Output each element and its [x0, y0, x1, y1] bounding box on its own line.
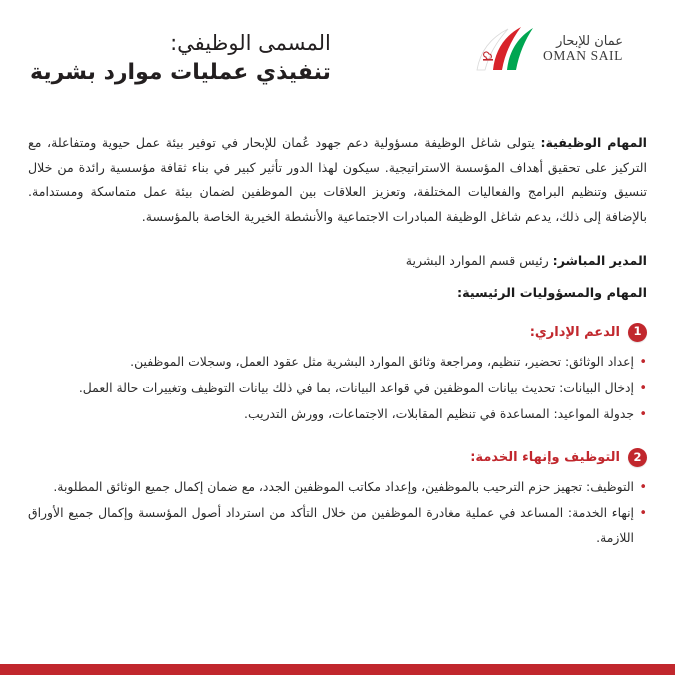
list-item: • إنهاء الخدمة: المساعد في عملية مغادرة الموظفين من خلال التأكد من استرداد أصول المؤسسة وإكمال جميع الأوراق اللازمة. [28, 501, 647, 549]
section-title: الدعم الإداري: [529, 324, 620, 340]
section-bullet-list [28, 350, 647, 427]
oman-sail-logo [475, 26, 645, 72]
logo-wordmark [543, 35, 623, 63]
job-title-label: المسمى الوظيفي: [170, 31, 331, 55]
list-item: • إدخال البيانات: تحديث بيانات الموظفين في قواعد البيانات، بما في ذلك بيانات التوظيف وتغييرات حالة العمل. [28, 376, 647, 400]
list-item: • جدولة المواعيد: المساعدة في تنظيم المقابلات، الاجتماعات، وورش التدريب. [28, 402, 647, 426]
job-purpose-paragraph [28, 131, 647, 229]
sail-logo-icon [475, 26, 537, 72]
logo-arabic-text: عمان للإبحار [556, 34, 623, 50]
section-number-badge: 2 [628, 448, 647, 467]
section-title: التوظيف وإنهاء الخدمة: [470, 450, 620, 466]
responsibilities-heading: المهام والمسؤوليات الرئيسية: [456, 285, 647, 301]
section-header [28, 448, 647, 467]
document-header [0, 0, 675, 87]
reporting-manager-value: رئيس قسم الموارد البشرية [405, 253, 553, 269]
job-title-value: تنفيذي عمليات موارد بشرية [30, 59, 331, 85]
list-item: • التوظيف: تجهيز حزم الترحيب بالموظفين، وإعداد مكاتب الموظفين الجدد، مع ضمان إكمال جميع الوثائق المطلوبة. [28, 475, 647, 499]
page-title [30, 26, 331, 87]
reporting-manager-label: المدير المباشر: [552, 253, 647, 269]
responsibility-section [28, 448, 647, 550]
footer-accent-bar [0, 664, 675, 675]
reporting-manager-line [28, 249, 647, 273]
responsibility-section [28, 323, 647, 427]
section-number-badge: 1 [628, 323, 647, 342]
section-bullet-list [28, 475, 647, 550]
job-purpose-text: يتولى شاغل الوظيفة مسؤولية دعم جهود عُمان للإبحار في توفير بيئة عمل حيوية ومتفاعلة، مع التركيز على تحقيق أهداف المؤسسة الاستراتيجية. سيكون لهذا الدور تأثير كبير في بناء ثقافة مؤسسية رائدة من خلال تنسيق وتنظيم البرامج والفعاليات المختلفة، وتعزيز العلاقات بين الموظفين لضمان بيئة عمل متماسكة ومستدامة. بالإضافة إلى ذلك، يدعم شاغل الوظيفة المبادرات الاجتماعية والأنشطة الخيرية الخاصة بالمؤسسة. [28, 135, 647, 224]
section-header [28, 323, 647, 342]
document-content [0, 131, 675, 550]
logo-english-text: OMAN SAIL [542, 48, 623, 64]
list-item: • إعداد الوثائق: تحضير، تنظيم، ومراجعة وثائق الموارد البشرية مثل عقود العمل، وسجلات الموظفين. [28, 350, 647, 374]
job-purpose-label: المهام الوظيفية: [540, 135, 647, 151]
